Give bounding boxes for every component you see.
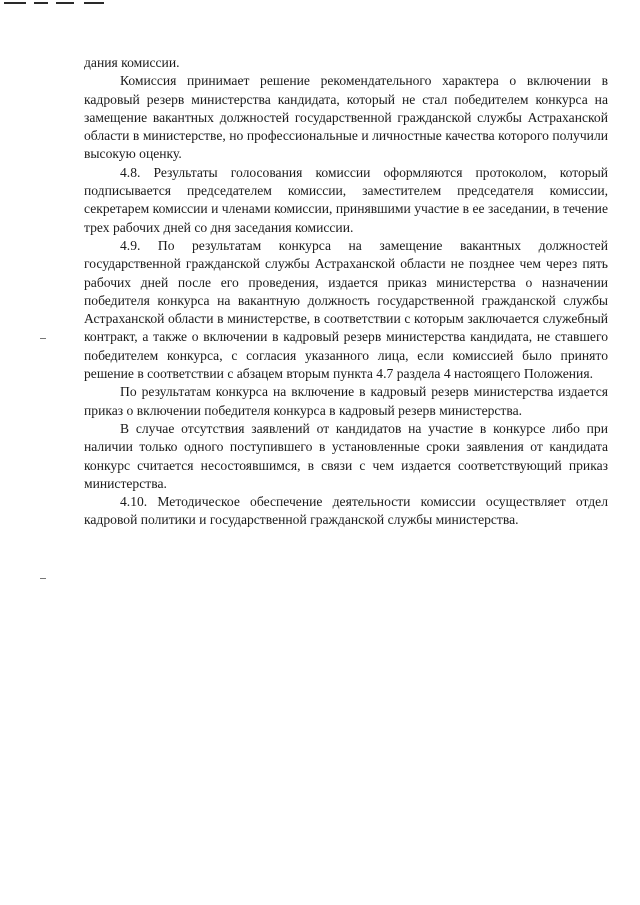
paragraph-failed-contest: В случае отсутствия заявлений от кандидатов на участие в конкурсе либо при наличии только одного поступившего в установленные сроки заявления от кандидата конкурс считается несостоявшимся, в связи с чем издается соответствующий приказ министерства. [84, 420, 608, 491]
scan-top-marks [0, 0, 120, 8]
paragraph-reserve-order: По результатам конкурса на включение в кадровый резерв министерства издается приказ о включении победителя конкурса в кадровый резерв министерства. [84, 384, 608, 418]
paragraph-4-10: 4.10. Методическое обеспечение деятельности комиссии осуществляет отдел кадровой политики и государственной гражданской службы министерства. [84, 494, 608, 528]
margin-mark [40, 338, 46, 339]
scan-mark [56, 2, 74, 4]
scan-mark [4, 2, 26, 4]
document-body [84, 54, 608, 530]
paragraph-continuation: дания комиссии. [84, 55, 180, 70]
scan-mark [34, 2, 48, 4]
paragraph-4-9: 4.9. По результатам конкурса на замещение вакантных должностей государственной гражданской службы Астраханской области не позднее чем через пять рабочих дней после его проведения, издается приказ министерства о назначении победителя конкурса на вакантную должность государственной гражданской службы Астраханской области в министерстве, в соответствии с которым заключается служебный контракт, а также о включении в кадровый резерв министерства кандидата, не ставшего победителем конкурса, с согласия указанного лица, если комиссией было принято решение в соответствии с абзацем вторым пункта 4.7 раздела 4 настоящего Положения. [84, 237, 608, 382]
scan-mark [84, 2, 104, 4]
paragraph-commission-decision: Комиссия принимает решение рекомендательного характера о включении в кадровый резерв министерства кандидата, который не стал победителем конкурса на замещение вакантных должностей государственной гражданской службы Астраханской области в министерстве, но профессиональные и личностные качества которого получили высокую оценку. [84, 73, 608, 162]
margin-mark [40, 578, 46, 579]
paragraph-4-8: 4.8. Результаты голосования комиссии оформляются протоколом, который подписывается председателем комиссии, заместителем председателя комиссии, секретарем комиссии и членами комиссии, принявшими участие в ее заседании, в течение трех рабочих дней со дня заседания комиссии. [84, 164, 608, 235]
